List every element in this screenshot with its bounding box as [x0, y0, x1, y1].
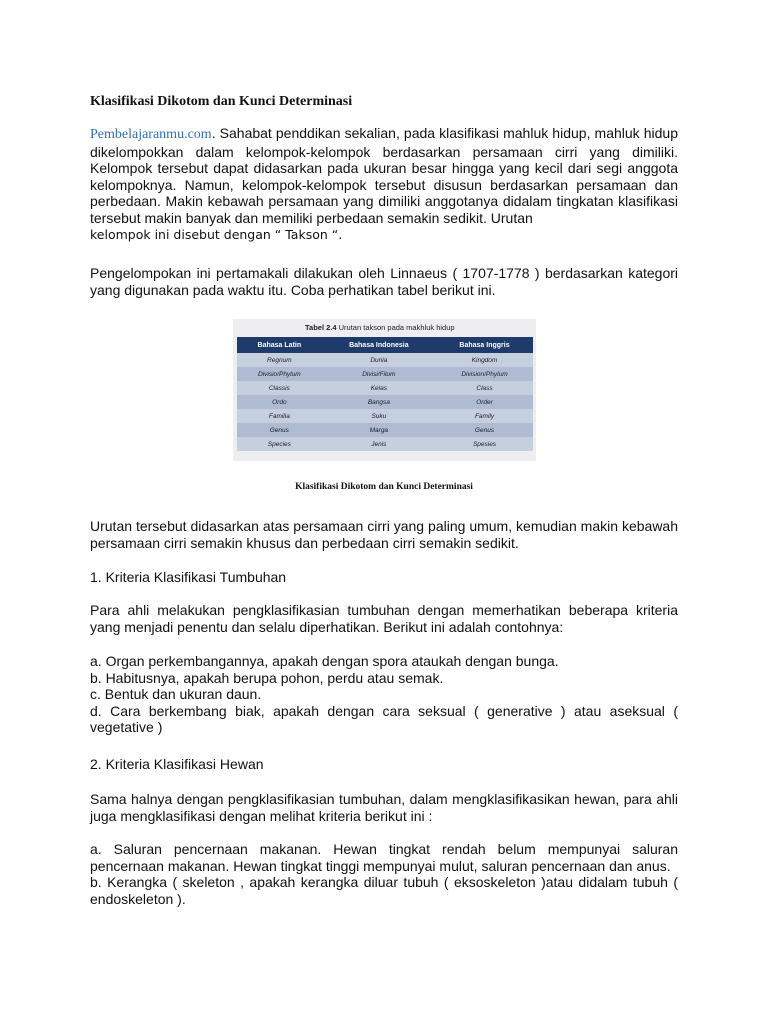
table-cell: Bangsa	[322, 395, 436, 409]
table-cell: Marga	[322, 423, 436, 437]
table-cell: Kelas	[322, 381, 436, 395]
table-cell: Class	[436, 381, 533, 395]
taxon-table-image	[233, 319, 536, 461]
paragraph-plants: Para ahli melakukan pengklasifikasian tumbuhan dengan memerhatikan beberapa kriteria yang menjadi penentu dan selalu diperhatikan. Berikut ini adalah contohnya:	[90, 602, 678, 635]
table-cell: Divisi/Filum	[322, 367, 436, 381]
table-cell: Kingdom	[436, 353, 533, 367]
table-caption	[233, 319, 536, 337]
table-header: Bahasa Inggris	[436, 337, 533, 353]
table-cell: Spesies	[436, 437, 533, 451]
table-cell: Division/Phylum	[436, 367, 533, 381]
table-cell: Species	[237, 437, 322, 451]
table-row	[237, 381, 533, 395]
list-item: d. Cara berkembang biak, apakah dengan cara seksual ( generative ) atau aseksual ( vegetative )	[90, 702, 678, 736]
list-item: b. Kerangka ( skeleton , apakah kerangka diluar tubuh ( eksoskeleton )atau didalam tubuh ( endoskeleton ).	[90, 874, 678, 907]
list-item: b. Habitusnya, apakah berupa pohon, perdu atau semak.	[90, 669, 444, 686]
table-cell: Suku	[322, 409, 436, 423]
site-link[interactable]: Pembelajaranmu.com	[90, 127, 212, 142]
taxon-table	[237, 337, 533, 451]
table-cell: Dunia	[322, 353, 436, 367]
table-caption-text: Urutan takson pada makhluk hidup	[338, 323, 455, 332]
list-item: c. Bentuk dan ukuran daun.	[90, 686, 262, 703]
table-header-row	[237, 337, 533, 353]
section-heading-plants: 1. Kriteria Klasifikasi Tumbuhan	[90, 569, 287, 585]
paragraph-linnaeus: Pengelompokan ini pertamakali dilakukan oleh Linnaeus ( 1707-1778 ) berdasarkan kategori yang digunakan pada waktu itu. Coba perhatikan tabel berikut ini.	[90, 265, 678, 298]
image-caption: Klasifikasi Dikotom dan Kunci Determinasi	[295, 482, 473, 492]
table-cell: Order	[436, 395, 533, 409]
table-cell: Familia	[237, 409, 322, 423]
list-item: a. Organ perkembangannya, apakah dengan spora ataukah dengan bunga.	[90, 653, 559, 669]
table-label: Tabel 2.4	[305, 323, 337, 332]
paragraph-animals: Sama halnya dengan pengklasifikasian tumbuhan, dalam mengklasifikasikan hewan, para ahli juga mengklasifikasi dengan melihat kriteria berikut ini :	[90, 791, 678, 824]
table-cell: Family	[436, 409, 533, 423]
table-cell: Jenis	[322, 437, 436, 451]
intro-paragraph	[90, 125, 678, 243]
table-row	[237, 409, 533, 423]
page-title: Klasifikasi Dikotom dan Kunci Determinasi	[90, 94, 353, 109]
plant-criteria-list	[90, 653, 678, 736]
table-header: Bahasa Indonesia	[322, 337, 436, 353]
table-row	[237, 353, 533, 367]
intro-last-line: kelompok ini disebut dengan “ Takson “.	[90, 226, 343, 242]
table-row	[237, 367, 533, 381]
table-cell: Ordo	[237, 395, 322, 409]
table-cell: Classis	[237, 381, 322, 395]
table-row	[237, 395, 533, 409]
table-row	[237, 423, 533, 437]
table-cell: Divisio/Phylum	[237, 367, 322, 381]
table-row	[237, 437, 533, 451]
table-cell: Regnum	[237, 353, 322, 367]
intro-text: . Sahabat penddikan sekalian, pada klasifikasi mahluk hidup, mahluk hidup dikelompokkan dalam kelompok-kelompok berdasarkan persamaan cirri yang dimiliki. Kelompok tersebut dapat didasarkan pada ukuran besar hingga yang kecil dari segi anggota kelompoknya. Namun, kelompok-kelompok tersebut disusun berdasarkan persamaan dan perbedaan. Makin kebawah persamaan yang dimiliki anggotanya didalam tingkatan klasifikasi tersebut makin banyak dan memiliki perbedaan semakin sedikit. Urutan	[90, 125, 678, 226]
table-header: Bahasa Latin	[237, 337, 322, 353]
section-heading-animals: 2. Kriteria Klasifikasi Hewan	[90, 756, 264, 772]
table-cell: Genus	[237, 423, 322, 437]
animal-criteria-list	[90, 841, 678, 907]
paragraph-order: Urutan tersebut didasarkan atas persamaan cirri yang paling umum, kemudian makin kebawah persamaan cirri semakin khusus dan perbedaan cirri semakin sedikit.	[90, 518, 678, 551]
table-cell: Genus	[436, 423, 533, 437]
list-item: a. Saluran pencernaan makanan. Hewan tingkat rendah belum mempunyai saluran pencernaan makanan. Hewan tingkat tinggi mempunyai mulut, saluran pencernaan dan anus.	[90, 841, 678, 874]
